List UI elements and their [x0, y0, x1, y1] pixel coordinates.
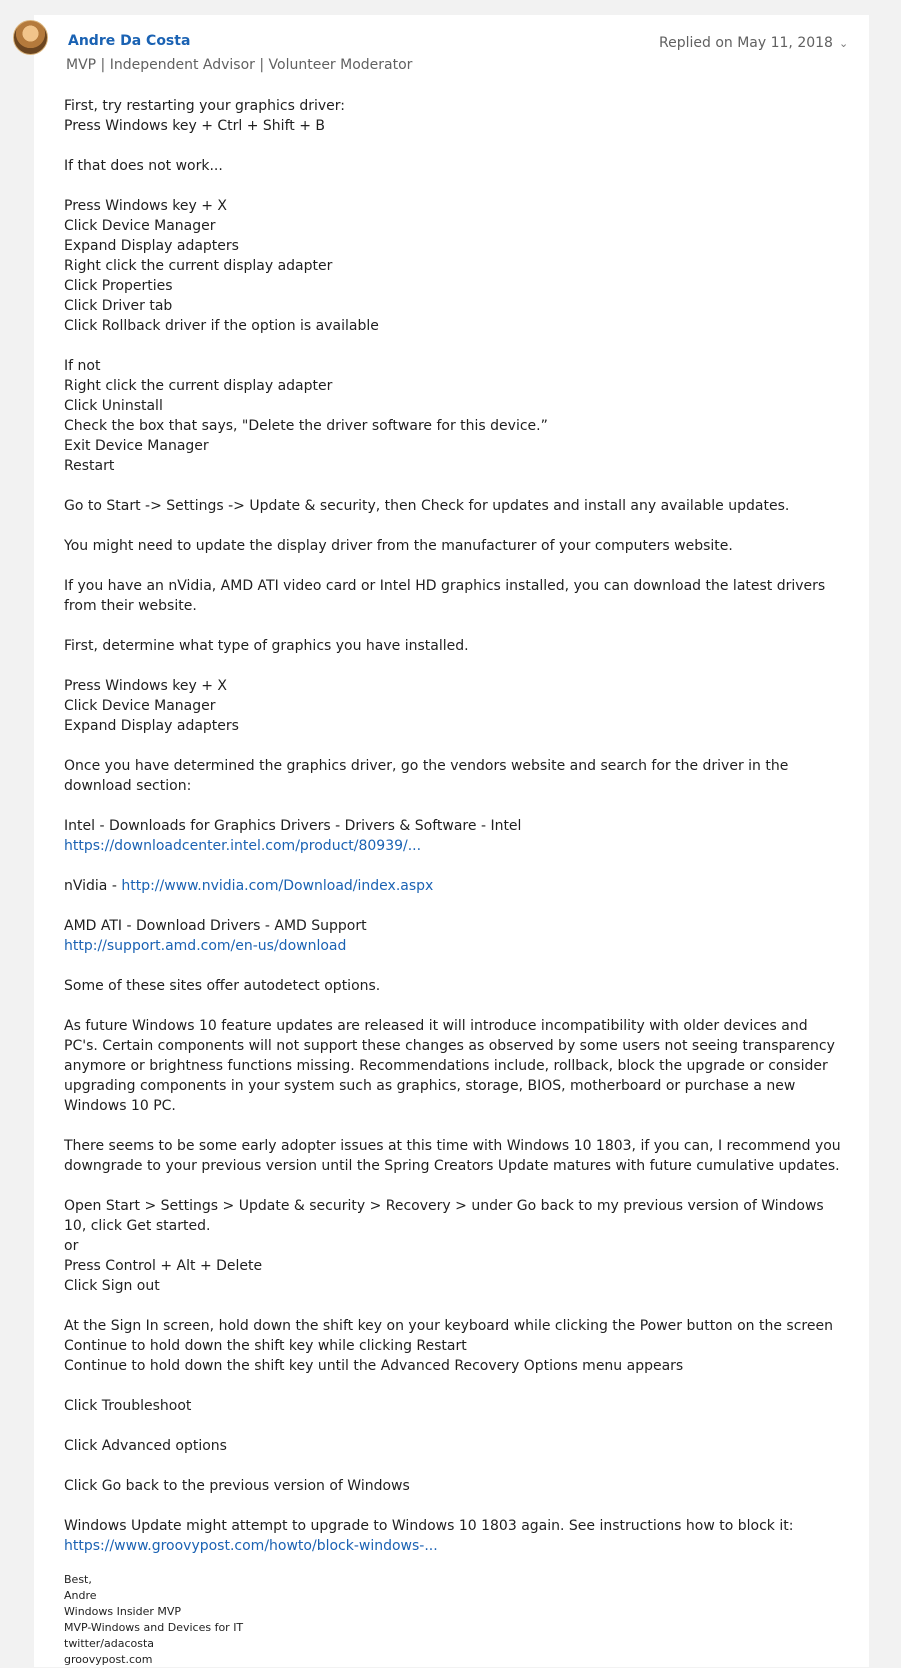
text-line: Some of these sites offer autodetect options. — [64, 978, 381, 994]
text-line: Right click the current display adapter — [64, 258, 333, 274]
text-line: You might need to update the display driver from the manufacturer of your computers website. — [64, 538, 733, 554]
paragraph-check-updates — [64, 496, 844, 516]
text-line: Expand Display adapters — [64, 718, 239, 734]
text-line: Press Windows key + X — [64, 678, 227, 694]
text-line: At the Sign In screen, hold down the shift key on your keyboard while clicking the Power button on the screen — [64, 1318, 833, 1334]
signature-line: groovypost.com — [64, 1653, 153, 1666]
paragraph-vendor-search — [64, 756, 844, 796]
intel-link[interactable]: https://downloadcenter.intel.com/product/80939/... — [64, 838, 422, 854]
signature-line: Best, — [64, 1573, 92, 1586]
text-line: Exit Device Manager — [64, 438, 209, 454]
signature — [64, 1572, 844, 1668]
reply-body — [64, 96, 844, 1668]
amd-link[interactable]: http://support.amd.com/en-us/download — [64, 938, 347, 954]
text-line: Click Uninstall — [64, 398, 163, 414]
paragraph-troubleshoot — [64, 1396, 844, 1416]
signature-line: MVP-Windows and Devices for IT — [64, 1621, 244, 1634]
avatar[interactable] — [13, 20, 48, 55]
replied-date-dropdown[interactable] — [659, 35, 848, 51]
signature-line: Andre — [64, 1589, 97, 1602]
text-line: Click Advanced options — [64, 1438, 227, 1454]
text-line: Click Sign out — [64, 1278, 160, 1294]
text-line: If you have an nVidia, AMD ATI video card or Intel HD graphics installed, you can download the latest drivers from their website. — [64, 578, 826, 614]
text-line: Click Rollback driver if the option is available — [64, 318, 379, 334]
signature-line: Windows Insider MVP — [64, 1605, 182, 1618]
text-line: Right click the current display adapter — [64, 378, 333, 394]
paragraph-vendor-drivers — [64, 576, 844, 616]
author-name[interactable]: Andre Da Costa — [68, 33, 191, 49]
text-line: Click Device Manager — [64, 218, 216, 234]
text-line: Continue to hold down the shift key while clicking Restart — [64, 1338, 467, 1354]
text-line: Expand Display adapters — [64, 238, 239, 254]
text-line: Once you have determined the graphics driver, go the vendors website and search for the driver in the download section: — [64, 758, 789, 794]
text-line: Open Start > Settings > Update & security > Recovery > under Go back to my previous version of Windows 10, click Get started. — [64, 1198, 824, 1234]
paragraph-nvidia — [64, 876, 844, 896]
text-line: First, determine what type of graphics you have installed. — [64, 638, 469, 654]
paragraph-intel — [64, 816, 844, 856]
text-line: Press Control + Alt + Delete — [64, 1258, 263, 1274]
paragraph-manufacturer-driver — [64, 536, 844, 556]
paragraph-uninstall-steps — [64, 356, 844, 476]
text-line: Windows Update might attempt to upgrade to Windows 10 1803 again. See instructions how to block it: — [64, 1518, 794, 1534]
author-role: MVP | Independent Advisor | Volunteer Moderator — [66, 57, 413, 73]
paragraph-feature-updates — [64, 1016, 844, 1116]
paragraph-sign-in-screen — [64, 1316, 844, 1376]
text-line: or — [64, 1238, 79, 1254]
text-line: Click Troubleshoot — [64, 1398, 192, 1414]
paragraph-early-adopter — [64, 1136, 844, 1176]
amd-label: AMD ATI - Download Drivers - AMD Support — [64, 918, 367, 934]
paragraph-autodetect — [64, 976, 844, 996]
intel-label: Intel - Downloads for Graphics Drivers - Drivers & Software - Intel — [64, 818, 522, 834]
text-line: Press Windows key + Ctrl + Shift + B — [64, 118, 325, 134]
text-line: Go to Start -> Settings -> Update & security, then Check for updates and install any available updates. — [64, 498, 790, 514]
text-line: Click Go back to the previous version of Windows — [64, 1478, 410, 1494]
paragraph-advanced-options — [64, 1436, 844, 1456]
paragraph-block-upgrade — [64, 1516, 844, 1556]
text-line: If not — [64, 358, 101, 374]
paragraph-go-back-windows — [64, 1476, 844, 1496]
signature-line: twitter/adacosta — [64, 1637, 155, 1650]
paragraph-amd — [64, 916, 844, 956]
paragraph-device-manager-steps — [64, 676, 844, 736]
replied-date: Replied on May 11, 2018 — [659, 35, 833, 51]
paragraph-determine-graphics — [64, 636, 844, 656]
paragraph-go-back — [64, 1196, 844, 1296]
text-line: If that does not work... — [64, 158, 223, 174]
paragraph-rollback-steps — [64, 196, 844, 336]
text-line: Click Driver tab — [64, 298, 173, 314]
text-line: Check the box that says, "Delete the driver software for this device.” — [64, 418, 548, 434]
nvidia-label: nVidia - — [64, 878, 122, 894]
paragraph-restart-driver — [64, 96, 844, 136]
paragraph-if-not-work — [64, 156, 844, 176]
text-line: As future Windows 10 feature updates are released it will introduce incompatibility with older devices and PC's. Certain components will not support these changes as observed by some users not seeing transparency anymore or brightness functions missing. Recommendations include, rollback, block the upgrade or consider upgrading components in your system such as graphics, storage, BIOS, motherboard or purchase a new Windows 10 PC. — [64, 1018, 835, 1114]
text-line: Press Windows key + X — [64, 198, 227, 214]
text-line: Continue to hold down the shift key until the Advanced Recovery Options menu appears — [64, 1358, 684, 1374]
groovypost-link[interactable]: https://www.groovypost.com/howto/block-windows-... — [64, 1538, 438, 1554]
text-line: There seems to be some early adopter issues at this time with Windows 10 1803, if you can, I recommend you downgrade to your previous version until the Spring Creators Update matures with future cumulative updates. — [64, 1138, 841, 1174]
nvidia-link[interactable]: http://www.nvidia.com/Download/index.aspx — [121, 878, 434, 894]
chevron-down-icon: ⌄ — [838, 37, 849, 50]
text-line: Click Device Manager — [64, 698, 216, 714]
text-line: Restart — [64, 458, 115, 474]
text-line: First, try restarting your graphics driver: — [64, 98, 346, 114]
text-line: Click Properties — [64, 278, 173, 294]
